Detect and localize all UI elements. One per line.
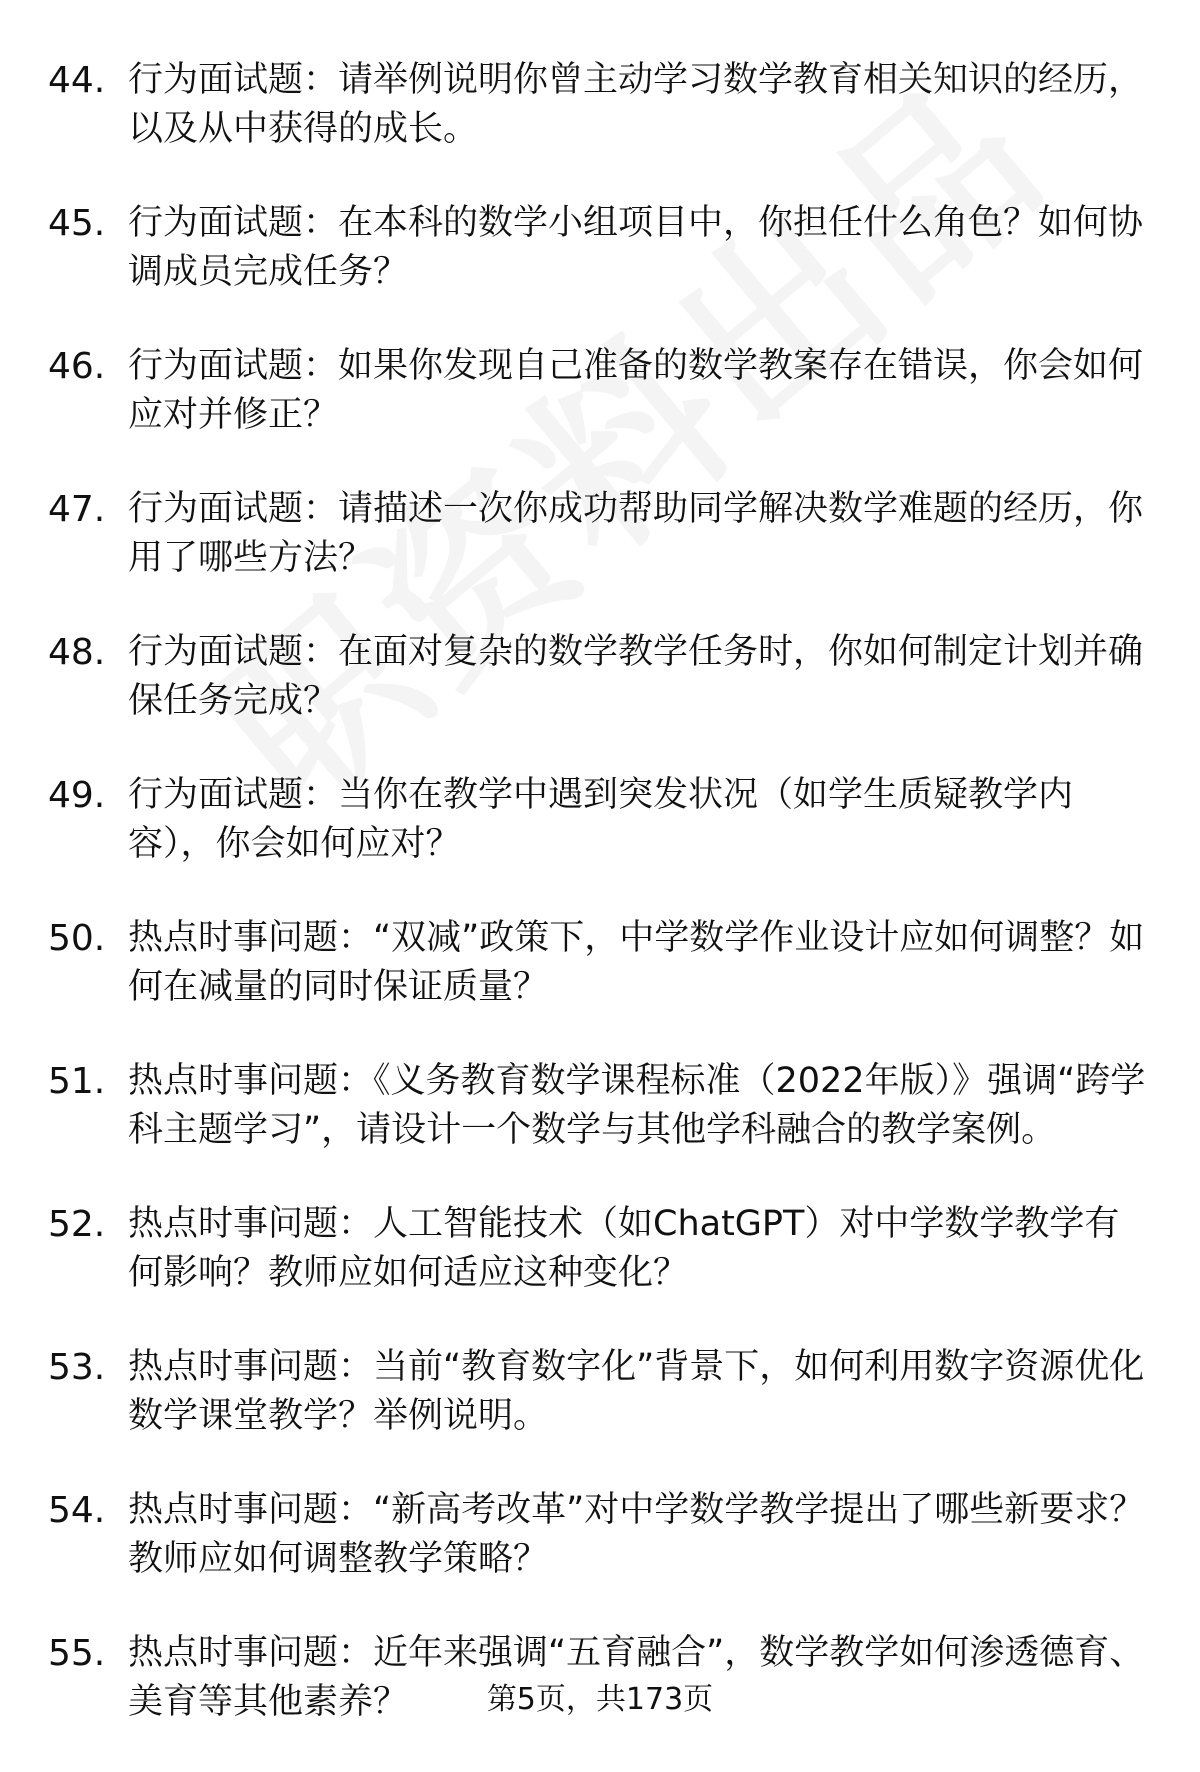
list-item bbox=[48, 342, 1148, 440]
list-item bbox=[48, 1486, 1148, 1584]
list-item bbox=[48, 771, 1148, 869]
list-item bbox=[48, 1057, 1148, 1155]
question-text: 行为面试题：在本科的数学小组项目中，你担任什么角色？如何协调成员完成任务？ bbox=[128, 203, 1144, 292]
question-text: 热点时事问题：《义务教育数学课程标准（2022年版）》强调“跨学科主题学习”，请设计一个数学与其他学科融合的教学案例。 bbox=[128, 1061, 1146, 1150]
question-number: 55. bbox=[48, 1633, 106, 1674]
list-item bbox=[48, 914, 1148, 1012]
question-number: 51. bbox=[48, 1061, 106, 1102]
question-number: 50. bbox=[48, 918, 106, 959]
question-number: 48. bbox=[48, 632, 106, 673]
question-text: 行为面试题：如果你发现自己准备的数学教案存在错误，你会如何应对并修正？ bbox=[128, 346, 1144, 435]
question-text: 行为面试题：请举例说明你曾主动学习数学教育相关知识的经历，以及从中获得的成长。 bbox=[128, 60, 1144, 149]
list-item bbox=[48, 485, 1148, 583]
question-number: 52. bbox=[48, 1204, 106, 1245]
question-text: 热点时事问题：人工智能技术（如ChatGPT）对中学数学教学有何影响？教师应如何适应这种变化？ bbox=[128, 1204, 1120, 1293]
list-item bbox=[48, 1343, 1148, 1441]
question-number: 46. bbox=[48, 346, 106, 387]
question-text: 热点时事问题：近年来强调“五育融合”，数学教学如何渗透德育、美育等其他素养？ bbox=[128, 1633, 1145, 1722]
list-item bbox=[48, 1200, 1148, 1298]
page-number-footer: 第5页，共173页 bbox=[486, 1682, 714, 1717]
question-number: 47. bbox=[48, 489, 106, 530]
list-item bbox=[48, 56, 1148, 154]
question-number: 45. bbox=[48, 203, 106, 244]
question-number: 44. bbox=[48, 60, 106, 101]
question-number: 54. bbox=[48, 1490, 106, 1531]
question-text: 热点时事问题：当前“教育数字化”背景下，如何利用数字资源优化数学课堂教学？举例说明。 bbox=[128, 1347, 1145, 1436]
question-list bbox=[48, 56, 1148, 1772]
question-text: 热点时事问题：“双减”政策下，中学数学作业设计应如何调整？如何在减量的同时保证质量？ bbox=[128, 918, 1145, 1007]
question-number: 53. bbox=[48, 1347, 106, 1388]
question-text: 行为面试题：在面对复杂的数学教学任务时，你如何制定计划并确保任务完成？ bbox=[128, 632, 1144, 721]
question-text: 行为面试题：请描述一次你成功帮助同学解决数学难题的经历，你用了哪些方法？ bbox=[128, 489, 1144, 578]
list-item bbox=[48, 199, 1148, 297]
question-text: 行为面试题：当你在教学中遇到突发状况（如学生质疑教学内容），你会如何应对？ bbox=[128, 775, 1074, 864]
question-number: 49. bbox=[48, 775, 106, 816]
list-item bbox=[48, 628, 1148, 726]
question-text: 热点时事问题：“新高考改革”对中学数学教学提出了哪些新要求？教师应如何调整教学策略？ bbox=[128, 1490, 1145, 1579]
